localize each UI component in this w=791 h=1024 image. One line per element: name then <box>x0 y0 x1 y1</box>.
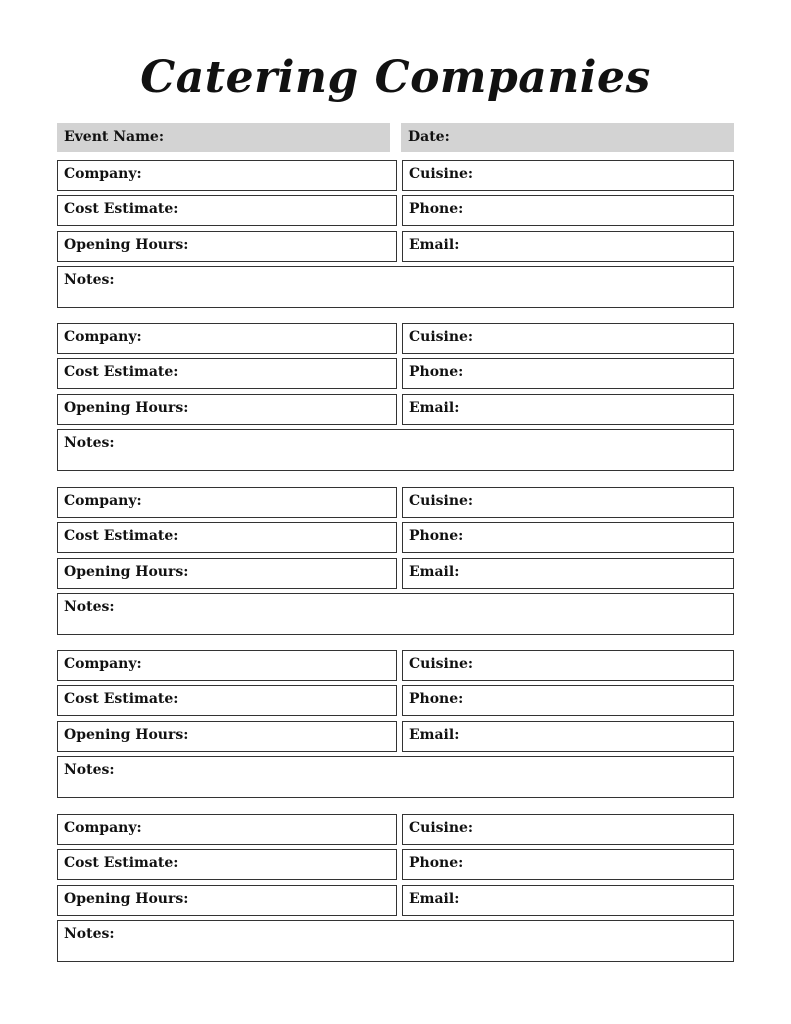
cuisine-field[interactable] <box>402 323 734 354</box>
opening-hours-label: Opening Hours: <box>64 564 189 580</box>
notes-label: Notes: <box>64 762 115 778</box>
cuisine-label: Cuisine: <box>409 493 474 509</box>
phone-field[interactable] <box>402 849 734 880</box>
company-label: Company: <box>64 329 142 345</box>
opening-hours-label: Opening Hours: <box>64 237 189 253</box>
notes-field[interactable] <box>57 266 734 308</box>
cuisine-label: Cuisine: <box>409 656 474 672</box>
phone-label: Phone: <box>409 201 464 217</box>
company-label: Company: <box>64 166 142 182</box>
cost-estimate-label: Cost Estimate: <box>64 201 179 217</box>
notes-label: Notes: <box>64 926 115 942</box>
notes-field[interactable] <box>57 429 734 471</box>
company-field[interactable] <box>57 160 397 191</box>
email-field[interactable] <box>402 231 734 262</box>
opening-hours-label: Opening Hours: <box>64 891 189 907</box>
phone-label: Phone: <box>409 855 464 871</box>
phone-label: Phone: <box>409 528 464 544</box>
event-name-field[interactable] <box>57 123 390 152</box>
company-field[interactable] <box>57 487 397 518</box>
notes-field[interactable] <box>57 920 734 962</box>
email-label: Email: <box>409 400 460 416</box>
company-field[interactable] <box>57 814 397 845</box>
cost-estimate-field[interactable] <box>57 685 397 716</box>
cuisine-field[interactable] <box>402 650 734 681</box>
email-label: Email: <box>409 727 460 743</box>
cost-estimate-label: Cost Estimate: <box>64 691 179 707</box>
opening-hours-label: Opening Hours: <box>64 400 189 416</box>
phone-label: Phone: <box>409 364 464 380</box>
email-field[interactable] <box>402 394 734 425</box>
cuisine-label: Cuisine: <box>409 820 474 836</box>
email-field[interactable] <box>402 721 734 752</box>
company-field[interactable] <box>57 323 397 354</box>
cost-estimate-label: Cost Estimate: <box>64 364 179 380</box>
company-label: Company: <box>64 493 142 509</box>
email-label: Email: <box>409 564 460 580</box>
cost-estimate-field[interactable] <box>57 522 397 553</box>
cost-estimate-label: Cost Estimate: <box>64 528 179 544</box>
opening-hours-field[interactable] <box>57 721 397 752</box>
notes-field[interactable] <box>57 593 734 635</box>
phone-field[interactable] <box>402 358 734 389</box>
company-field[interactable] <box>57 650 397 681</box>
phone-label: Phone: <box>409 691 464 707</box>
opening-hours-field[interactable] <box>57 558 397 589</box>
cuisine-label: Cuisine: <box>409 329 474 345</box>
cost-estimate-field[interactable] <box>57 195 397 226</box>
notes-label: Notes: <box>64 272 115 288</box>
opening-hours-label: Opening Hours: <box>64 727 189 743</box>
cuisine-field[interactable] <box>402 160 734 191</box>
cuisine-field[interactable] <box>402 814 734 845</box>
opening-hours-field[interactable] <box>57 231 397 262</box>
notes-field[interactable] <box>57 756 734 798</box>
date-field[interactable] <box>401 123 734 152</box>
phone-field[interactable] <box>402 195 734 226</box>
email-label: Email: <box>409 237 460 253</box>
cost-estimate-field[interactable] <box>57 358 397 389</box>
company-label: Company: <box>64 820 142 836</box>
email-label: Email: <box>409 891 460 907</box>
cost-estimate-label: Cost Estimate: <box>64 855 179 871</box>
notes-label: Notes: <box>64 435 115 451</box>
date-label: Date: <box>408 129 450 145</box>
notes-label: Notes: <box>64 599 115 615</box>
opening-hours-field[interactable] <box>57 885 397 916</box>
company-label: Company: <box>64 656 142 672</box>
email-field[interactable] <box>402 558 734 589</box>
phone-field[interactable] <box>402 685 734 716</box>
cost-estimate-field[interactable] <box>57 849 397 880</box>
cuisine-label: Cuisine: <box>409 166 474 182</box>
opening-hours-field[interactable] <box>57 394 397 425</box>
event-name-label: Event Name: <box>64 129 164 145</box>
cuisine-field[interactable] <box>402 487 734 518</box>
page-title: Catering Companies <box>140 52 651 103</box>
phone-field[interactable] <box>402 522 734 553</box>
email-field[interactable] <box>402 885 734 916</box>
